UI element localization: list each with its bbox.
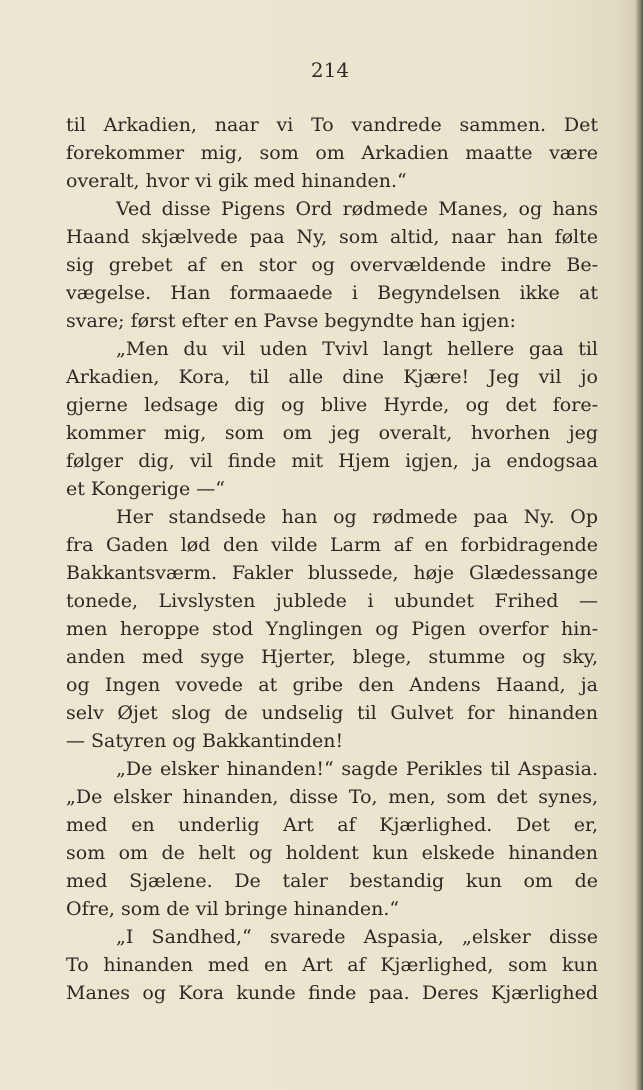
- text-line: — Satyren og Bakkantinden!: [66, 730, 344, 752]
- text-line: Her standsede han og rødmede paa Ny. Op: [116, 506, 598, 528]
- page-number: 214: [310, 58, 350, 82]
- text-line: sig grebet af en stor og overvældende indre Be-: [66, 254, 598, 276]
- page-edge-shadow: [635, 0, 643, 1090]
- text-line: Bakkantsværm. Fakler blussede, høje Glædessange: [66, 562, 598, 584]
- text-line: til Arkadien, naar vi To vandrede sammen. Det: [66, 114, 598, 136]
- text-line: „De elsker hinanden, disse To, men, som det synes,: [66, 786, 598, 808]
- text-line: Ofre, som de vil bringe hinanden.“: [66, 898, 400, 920]
- text-line: et Kongerige —“: [66, 478, 226, 500]
- text-line: selv Øjet slog de undselig til Gulvet for hinanden: [66, 702, 598, 724]
- text-line: „I Sandhed,“ svarede Aspasia, „elsker disse: [116, 926, 598, 948]
- text-line: Ved disse Pigens Ord rødmede Manes, og hans: [116, 198, 598, 220]
- text-line: Haand skjælvede paa Ny, som altid, naar han følte: [66, 226, 598, 248]
- text-line: som om de helt og holdent kun elskede hinanden: [66, 842, 598, 864]
- text-line: anden med syge Hjerter, blege, stumme og sky,: [66, 646, 598, 668]
- text-line: med Sjælene. De taler bestandig kun om de: [66, 870, 598, 892]
- text-line: fra Gaden lød den vilde Larm af en forbidragende: [66, 534, 598, 556]
- text-line: To hinanden med en Art af Kjærlighed, som kun: [66, 954, 598, 976]
- text-line: „Men du vil uden Tvivl langt hellere gaa til: [116, 338, 598, 360]
- text-line: forekommer mig, som om Arkadien maatte være: [66, 142, 598, 164]
- text-line: „De elsker hinanden!“ sagde Perikles til Aspasia.: [116, 758, 598, 780]
- text-line: med en underlig Art af Kjærlighed. Det er,: [66, 814, 598, 836]
- text-line: men heroppe stod Ynglingen og Pigen overfor hin-: [66, 618, 598, 640]
- text-line: vægelse. Han formaaede i Begyndelsen ikke at: [66, 282, 598, 304]
- text-line: Manes og Kora kunde finde paa. Deres Kjærlighed: [66, 982, 598, 1004]
- text-line: kommer mig, som om jeg overalt, hvorhen jeg: [66, 422, 598, 444]
- text-line: Arkadien, Kora, til alle dine Kjære! Jeg vil jo: [66, 366, 598, 388]
- text-line: overalt, hvor vi gik med hinanden.“: [66, 170, 407, 192]
- text-line: tonede, Livslysten jublede i ubundet Frihed —: [66, 590, 598, 612]
- text-line: gjerne ledsage dig og blive Hyrde, og det fore-: [66, 394, 598, 416]
- text-line: svare; først efter en Pavse begyndte han igjen:: [66, 310, 516, 332]
- text-line: og Ingen vovede at gribe den Andens Haand, ja: [66, 674, 598, 696]
- text-line: følger dig, vil finde mit Hjem igjen, ja endogsaa: [66, 450, 598, 472]
